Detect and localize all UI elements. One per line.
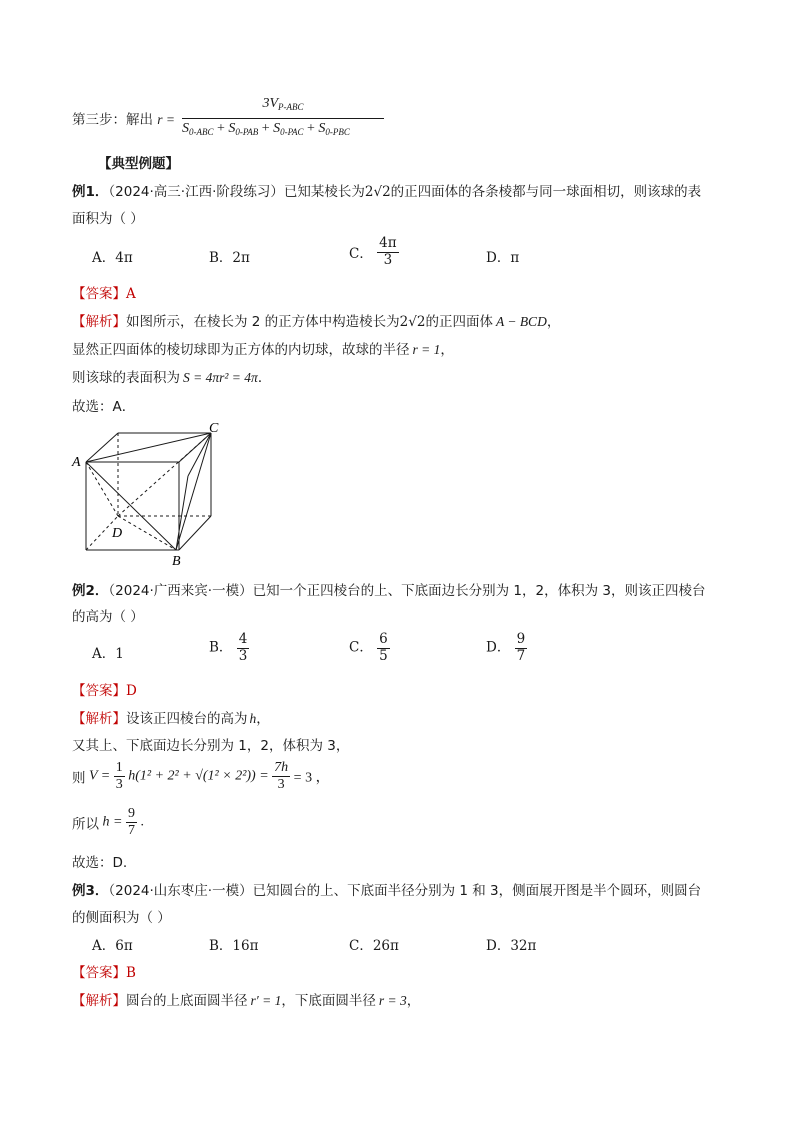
tetra-edge-AB (86, 462, 176, 550)
ex2-answer: 【答案】D (72, 683, 137, 699)
fig-label-B: B (172, 554, 181, 569)
ex1-conclusion: 故选：A． (72, 399, 136, 415)
ex2-label: 例2． (72, 583, 109, 599)
ex3-analysis-line1: 【解析】圆台的上底面圆半径 r′ = 1，下底面圆半径 r = 3， (72, 993, 421, 1009)
ex2-question-line2: 的高为（ ） (72, 609, 144, 625)
ex3-option-d: D．32π (486, 938, 537, 954)
ex1-analysis-line2: 显然正四面体的棱切球即为正方体的内切球，故球的半径 r = 1， (72, 342, 454, 358)
ex2-analysis-line3: 则 V = $\frac{1}{3}$ h(1² + 2² + √(1² × 2²)) = $\frac{7h}{3}$ = 3 ， (72, 760, 330, 793)
step3-line (72, 108, 175, 128)
ex1-answer: 【答案】A (72, 286, 136, 302)
ex2-analysis-line4: 所以 h = $\frac{9}{7}$ . (72, 806, 144, 839)
ex1-question-line1: 例1．（2024·高三·江西·阶段练习）已知某棱长为2√2的正四面体的各条棱都与同一球面相切，则该球的表 (72, 184, 702, 200)
ex3-answer: 【答案】B (72, 965, 136, 981)
tetra-edge-extra (188, 433, 211, 476)
ex3-question-line2: 的侧面积为（ ） (72, 910, 171, 926)
ex2-conclusion: 故选：D. (72, 855, 128, 871)
ex1-option-d: D．π (486, 250, 520, 266)
fig-label-C: C (209, 421, 219, 436)
ex3-question-line1: 例3．（2024·山东枣庄·一模）已知圆台的上、下底面半径分别为 1 和 3，侧面展开图是半个圆环，则圆台 (72, 883, 702, 899)
fig-label-A: A (72, 455, 81, 470)
ex3-option-c: C．26π (349, 938, 399, 954)
ex1-question-line2: 面积为（ ） (72, 211, 144, 227)
ex2-option-d: D． $\frac{9}{7}$ (486, 631, 526, 664)
tetra-edge-extra2 (176, 476, 188, 550)
tetra-edge-CB (176, 433, 211, 550)
ex1-option-a: A．4π (92, 250, 133, 266)
ex1-analysis-line1: 【解析】如图所示，在棱长为 2 的正方体中构造棱长为2√2的正四面体 A − BCD， (72, 314, 561, 330)
ex2-analysis-line2: 又其上、下底面边长分别为 1，2，体积为 3， (72, 738, 350, 754)
ex1-analysis-line3: 则该球的表面积为 S = 4πr² = 4π． (72, 370, 272, 386)
fig-label-D: D (112, 526, 123, 541)
ex2-analysis-line1: 【解析】设该正四棱台的高为 h， (72, 711, 270, 727)
ex2-option-a: A．1 (92, 646, 124, 662)
cube-tetrahedron-figure (68, 418, 238, 570)
step3-r: r = (157, 112, 176, 127)
ex1-option-b: B．2π (209, 250, 250, 266)
tetra-edge-AC (86, 433, 211, 462)
ex2-option-b: B． $\frac{4}{3}$ (209, 631, 248, 664)
ex3-option-b: B．16π (209, 938, 259, 954)
ex2-question-line1: 例2．（2024·广西来宾·一模）已知一个正四棱台的上、下底面边长分别为 1，2，体积为 3，则该正四棱台 (72, 583, 706, 599)
section-heading: 【典型例题】 (98, 156, 179, 172)
ex3-option-a: A．6π (92, 938, 133, 954)
step3-fraction-bar (182, 118, 384, 119)
ex2-option-c: C． $\frac{6}{5}$ (349, 631, 388, 664)
step3-prefix: 第三步：解出 (72, 112, 153, 128)
ex1-option-c: C． $\frac{4\pi}{3}$ (349, 235, 397, 268)
step3-denominator: $S_{0-ABC} + S_{0-PAB} + S_{0-PAC} + S_{0-PBC}$ (182, 121, 350, 137)
cube-edge-9 (179, 516, 211, 550)
ex3-label: 例3． (72, 883, 109, 899)
step3-numerator: $3V_{P-ABC}$ (262, 96, 304, 112)
cube-edge-7 (86, 433, 118, 462)
ex1-label: 例1． (72, 184, 109, 200)
